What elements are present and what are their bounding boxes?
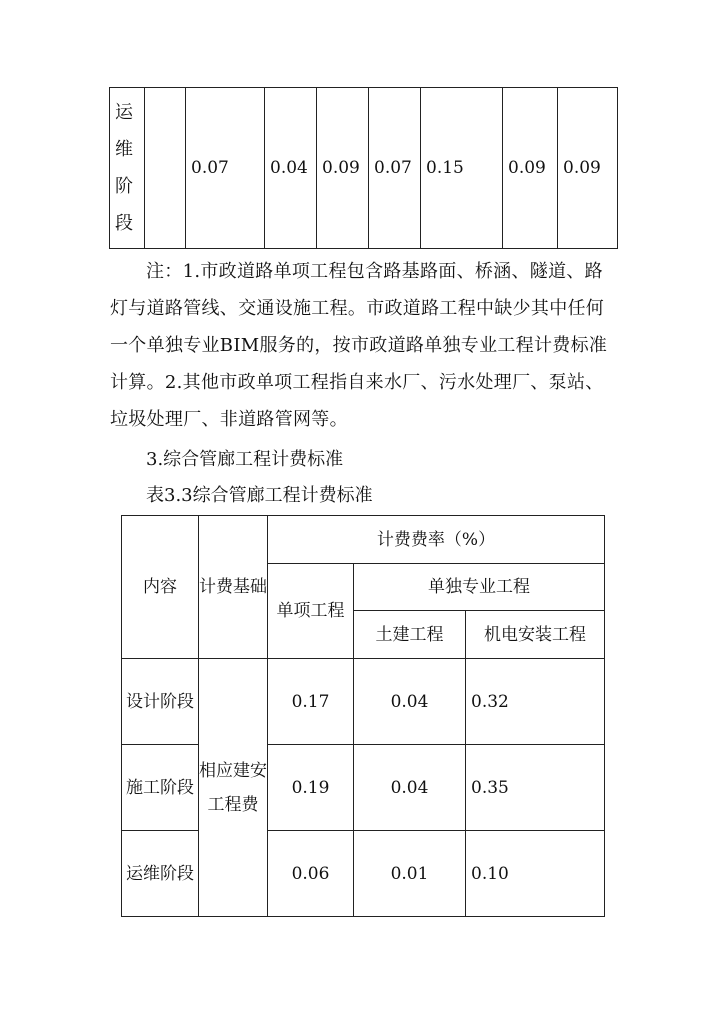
rate-cell: 0.09 [558, 88, 618, 249]
table-header-row [122, 516, 605, 564]
note-paragraph: 注：1.市政道路单项工程包含路基路面、桥涵、隧道、路灯与道路管线、交通设施工程。市政道路工程中缺少其中任何一个单独专业BIM服务的，按市政道路单独专业工程计费标准计算。2.其他市政单项工程指自来水厂、污水处理厂、泵站、垃圾处理厂、非道路管网等。 [110, 261, 608, 430]
empty-cell [145, 88, 186, 249]
stage-label-char: 维 [115, 139, 133, 160]
table-row [122, 745, 605, 831]
rate-cell: 0.07 [186, 88, 265, 249]
stage-cell: 运维阶段 [122, 831, 199, 917]
header-content: 内容 [122, 516, 199, 659]
stage-cell: 设计阶段 [122, 659, 199, 745]
civil-cell: 0.04 [354, 659, 466, 745]
table-caption: 表3.3综合管廊工程计费标准 [146, 485, 373, 506]
stage-label-char: 段 [115, 213, 133, 234]
utility-tunnel-fee-table [121, 515, 605, 917]
stage-label-cell [110, 88, 145, 249]
stage-label-char: 运 [115, 102, 133, 123]
header-mep: 机电安装工程 [466, 611, 605, 659]
stage-cell: 施工阶段 [122, 745, 199, 831]
section-heading: 3.综合管廊工程计费标准 [146, 449, 344, 470]
basis-cell: 相应建安工程费 [199, 659, 268, 917]
header-separate: 单独专业工程 [354, 564, 605, 611]
mep-cell: 0.10 [466, 831, 605, 917]
rate-cell: 0.07 [369, 88, 421, 249]
table-row [110, 88, 618, 249]
rate-cell: 0.09 [503, 88, 558, 249]
single-item-cell: 0.06 [268, 831, 354, 917]
header-basis: 计费基础 [199, 516, 268, 659]
top-fee-table [109, 87, 618, 249]
rate-cell: 0.04 [265, 88, 317, 249]
header-rate: 计费费率（%） [268, 516, 605, 564]
mep-cell: 0.32 [466, 659, 605, 745]
mep-cell: 0.35 [466, 745, 605, 831]
stage-label-char: 阶 [115, 176, 133, 197]
civil-cell: 0.01 [354, 831, 466, 917]
table-row [122, 831, 605, 917]
table-row [122, 659, 605, 745]
rate-cell: 0.09 [317, 88, 369, 249]
civil-cell: 0.04 [354, 745, 466, 831]
single-item-cell: 0.19 [268, 745, 354, 831]
single-item-cell: 0.17 [268, 659, 354, 745]
header-civil: 土建工程 [354, 611, 466, 659]
rate-cell: 0.15 [421, 88, 503, 249]
header-single-item: 单项工程 [268, 564, 354, 659]
